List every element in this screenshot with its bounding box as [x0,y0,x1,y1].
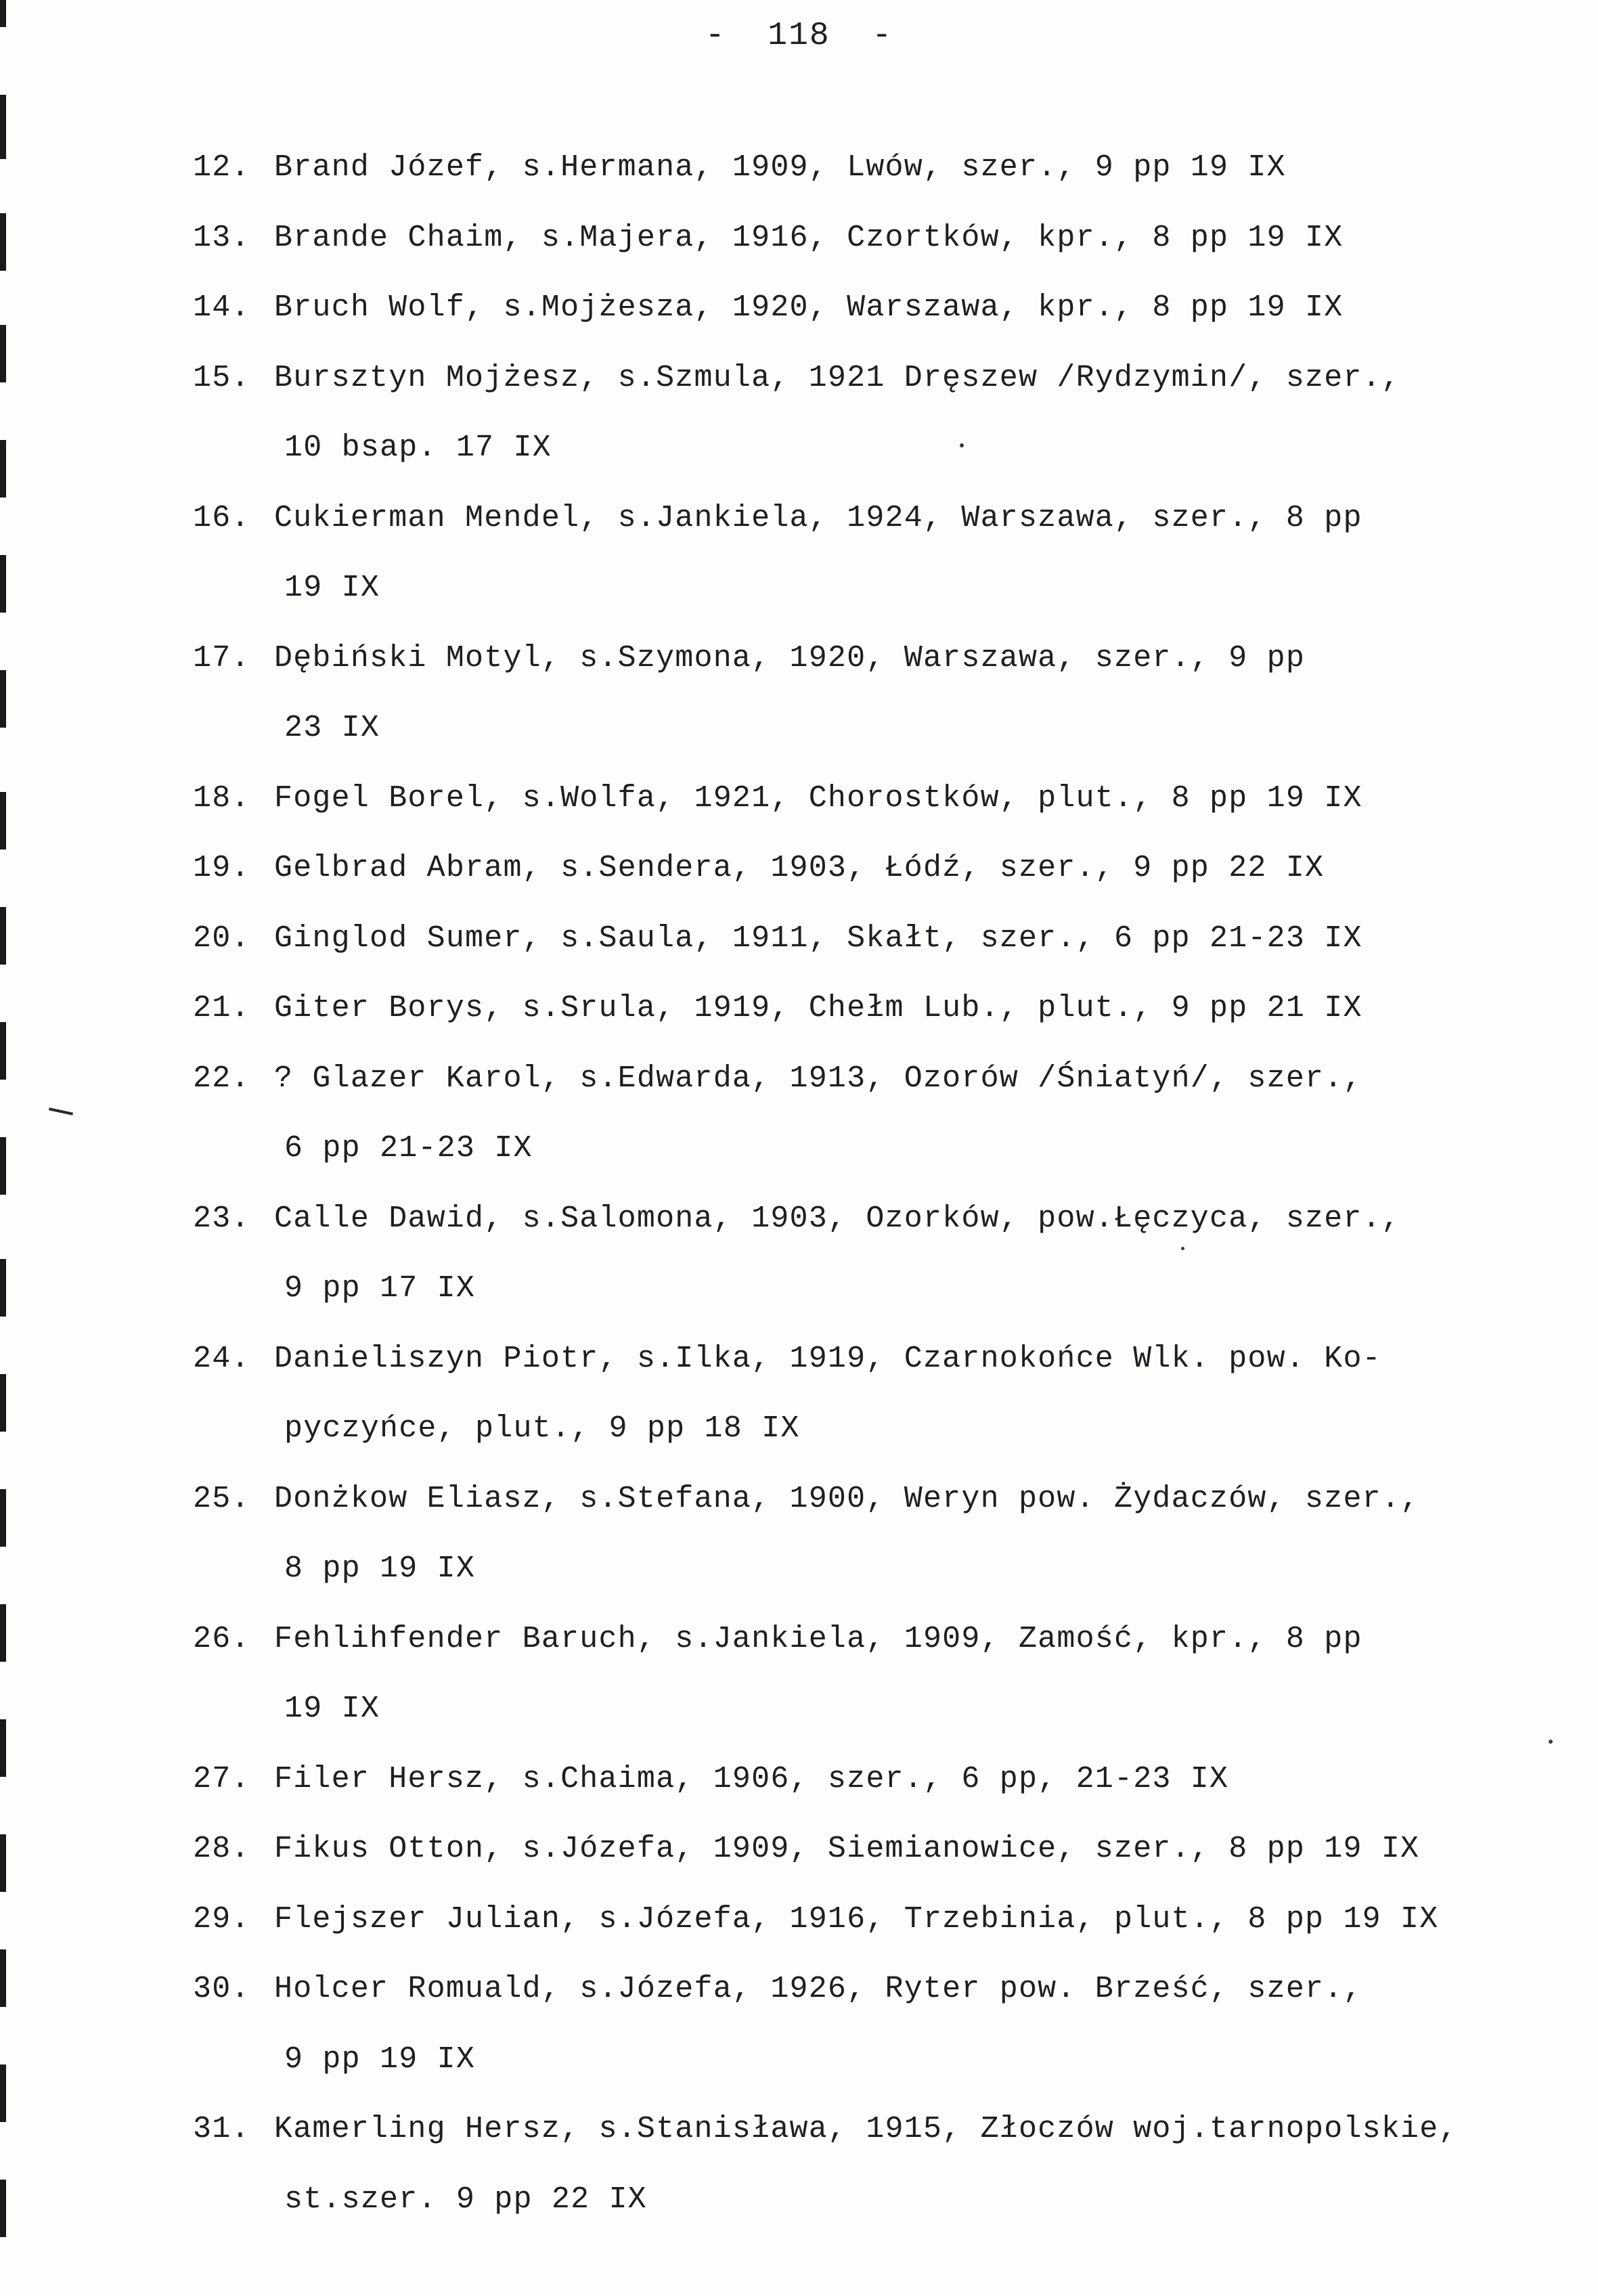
entry-number: 28. [193,1832,250,1866]
list-item [193,1324,1587,1464]
entry-text: Flejszer Julian, s.Józefa, 1916, Trzebinia, plut., 8 pp 19 IX [274,1901,1439,1937]
list-item [193,973,1587,1044]
entry-text: Bursztyn Mojżesz, s.Szmula, 1921 Dręszew /Rydzymin/, szer., [274,360,1401,395]
list-item [193,1884,1587,1955]
list-item [193,1744,1587,1815]
binding-mark [0,325,6,382]
entry-number: 29. [193,1901,250,1937]
entry-number: 17. [193,640,250,676]
entry-text: Cukierman Mendel, s.Jankiela, 1924, Warszawa, szer., 8 pp [274,500,1362,535]
binding-mark [0,1834,6,1892]
list-item [193,1184,1587,1324]
entry-text: Filer Hersz, s.Chaima, 1906, szer., 6 pp, 21-23 IX [274,1761,1229,1796]
binding-mark [0,1489,6,1547]
entry-number: 24. [193,1341,250,1376]
list-item [193,483,1587,623]
entry-text: Calle Dawid, s.Salomona, 1903, Ozorków, pow.Łęczyca, szer., [274,1201,1401,1236]
entry-text: Brande Chaim, s.Majera, 1916, Czortków, kpr., 8 pp 19 IX [274,220,1344,255]
entry-text: Donżkow Eliasz, s.Stefana, 1900, Weryn pow. Żydaczów, szer., [274,1481,1420,1516]
entry-text-continued: 9 pp 17 IX [284,1271,476,1306]
entry-number: 15. [193,360,250,395]
binding-mark [0,670,6,728]
binding-mark [0,95,6,159]
entry-text: Dębiński Motyl, s.Szymona, 1920, Warszawa, szer., 9 pp [274,640,1306,676]
entry-text: ? Glazer Karol, s.Edwarda, 1913, Ozorów /Śniatyń/, szer., [274,1061,1362,1096]
entry-text: Ginglod Sumer, s.Saula, 1911, Skałt, szer., 6 pp 21-23 IX [274,921,1362,956]
list-item [193,343,1587,483]
binding-mark [0,1719,6,1777]
binding-mark [0,1137,6,1195]
binding-mark [0,440,6,498]
entry-text-continued: 10 bsap. 17 IX [284,430,552,465]
list-item [193,273,1587,343]
binding-mark [0,1022,6,1080]
entry-text-continued: 6 pp 21-23 IX [284,1131,533,1166]
binding-mark [0,907,6,965]
entry-text: Danieliszyn Piotr, s.Ilka, 1919, Czarnokońce Wlk. pow. Ko- [274,1341,1381,1376]
entry-text: Fikus Otton, s.Józefa, 1909, Siemianowice, szer., 8 pp 19 IX [274,1832,1420,1866]
entry-number: 19. [193,851,250,885]
entry-text: Holcer Romuald, s.Józefa, 1926, Ryter pow. Brześć, szer., [274,1972,1362,2006]
entry-number: 21. [193,991,250,1025]
list-item [193,833,1587,904]
list-item [193,1604,1587,1744]
binding-mark [0,555,6,613]
binding-mark [0,1374,6,1432]
binding-mark [0,792,6,849]
entry-number: 14. [193,290,250,325]
margin-dash [49,1107,73,1115]
entry-text: Gelbrad Abram, s.Sendera, 1903, Łódź, szer., 9 pp 22 IX [274,851,1325,885]
page-number: - 118 - [705,18,893,54]
list-item [193,764,1587,834]
list-item [193,203,1587,273]
entry-text: Giter Borys, s.Srula, 1919, Chełm Lub., plut., 9 pp 21 IX [274,991,1362,1025]
binding-mark [0,213,6,271]
list-item [193,1464,1587,1604]
list-item [193,623,1587,764]
entry-number: 13. [193,220,250,255]
entry-text-continued: st.szer. 9 pp 22 IX [284,2182,647,2217]
list-item [193,133,1587,203]
binding-mark [0,1949,6,2007]
entry-text: Fehlihfender Baruch, s.Jankiela, 1909, Zamość, kpr., 8 pp [274,1621,1362,1656]
entry-text-continued: 9 pp 19 IX [284,2041,476,2077]
binding-mark [0,2180,6,2237]
list-item [193,1954,1587,2094]
entry-number: 31. [193,2112,250,2146]
entry-number: 30. [193,1972,250,2006]
entry-text: Bruch Wolf, s.Mojżesza, 1920, Warszawa, kpr., 8 pp 19 IX [274,290,1344,325]
list-item [193,1044,1587,1184]
entry-number: 20. [193,921,250,956]
entry-text-continued: 19 IX [284,1692,380,1726]
list-item [193,904,1587,974]
entry-number: 23. [193,1201,250,1236]
list-item [193,1814,1587,1884]
list-item [193,2094,1587,2234]
entry-text-continued: 8 pp 19 IX [284,1551,476,1586]
entry-text-continued: 19 IX [284,571,380,605]
entry-text: Kamerling Hersz, s.Stanisława, 1915, Złoczów woj.tarnopolskie, [274,2112,1458,2146]
entry-number: 26. [193,1621,250,1656]
entry-text: Fogel Borel, s.Wolfa, 1921, Chorostków, plut., 8 pp 19 IX [274,780,1362,816]
entry-number: 27. [193,1761,250,1796]
entry-number: 18. [193,780,250,816]
entry-number: 16. [193,500,250,535]
entry-text: Brand Józef, s.Hermana, 1909, Lwów, szer., 9 pp 19 IX [274,150,1286,185]
binding-mark [0,1604,6,1662]
binding-mark [0,2065,6,2122]
entry-number: 22. [193,1061,250,1096]
entry-text-continued: 23 IX [284,711,380,745]
entry-number: 25. [193,1481,250,1516]
entry-text-continued: pyczyńce, plut., 9 pp 18 IX [284,1411,800,1446]
entry-number: 12. [193,150,250,185]
entry-list [193,133,1587,2234]
binding-mark [0,1259,6,1317]
